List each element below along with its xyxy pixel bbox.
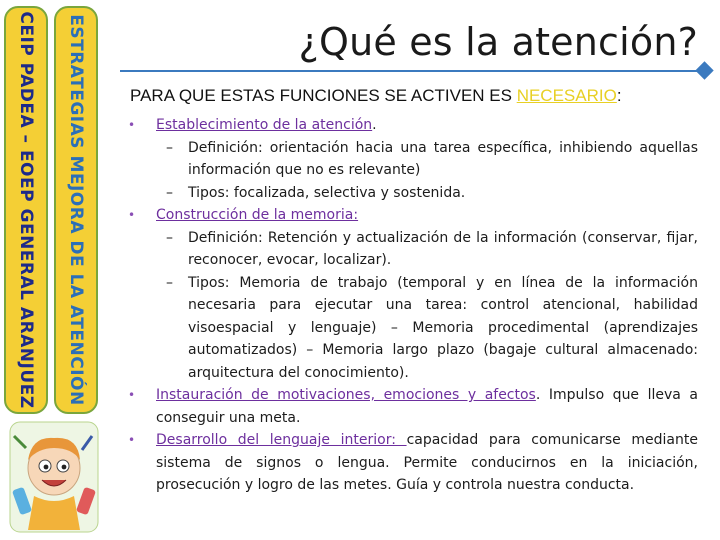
bullet-heading: Establecimiento de la atención	[156, 117, 373, 133]
bullet-text: .	[372, 117, 377, 133]
sub-text: Tipos: Memoria de trabajo (temporal y en línea de la información necesaria para ejecutar una tarea: control atencional, habilidad visoespacial y lenguaje) – Memoria procedimental (aprendizajes automatizados) – Memoria largo plazo (bagaje cultural almacenado: arquitectura del conocimiento).	[188, 274, 698, 381]
content-list	[122, 114, 698, 497]
dash-icon: –	[166, 184, 173, 201]
bullet-icon: •	[128, 208, 136, 222]
bullet-item	[122, 114, 698, 137]
sub-item	[122, 272, 698, 385]
divider-diamond-icon	[695, 61, 713, 79]
subtitle-prefix: PARA QUE ESTAS FUNCIONES SE ACTIVEN ES	[130, 86, 517, 105]
strategy-banner	[54, 6, 98, 414]
strategy-label: ESTRATEGIAS MEJORA DE LA ATENCIÓN	[66, 14, 86, 406]
sub-item	[122, 137, 698, 182]
bullet-icon: •	[128, 388, 136, 402]
sub-item	[122, 227, 698, 272]
bullet-item	[122, 384, 698, 429]
page-title: ¿Qué es la atención?	[298, 20, 698, 64]
bullet-item	[122, 204, 698, 227]
dash-icon: –	[166, 274, 173, 291]
bullet-heading: Instauración de motivaciones, emociones y afectos	[156, 387, 536, 403]
sub-text: Tipos: focalizada, selectiva y sostenida.	[188, 184, 466, 201]
subtitle-suffix: :	[616, 86, 622, 105]
subtitle	[130, 86, 622, 106]
title-divider	[120, 70, 704, 72]
sub-text: Definición: orientación hacia una tarea específica, inhibiendo aquellas información que no es relevante)	[188, 139, 698, 178]
school-banner	[4, 6, 48, 414]
sub-item	[122, 182, 698, 205]
bullet-heading: Desarrollo del lenguaje interior:	[156, 432, 407, 448]
bullet-icon: •	[128, 433, 136, 447]
child-mascot-icon	[6, 418, 102, 536]
bullet-heading: Construcción de la memoria:	[156, 207, 359, 223]
dash-icon: –	[166, 229, 173, 246]
dash-icon: –	[166, 139, 173, 156]
school-label: CEIP PADEA – EOEP GENERAL ARANJUEZ	[16, 11, 36, 409]
bullet-text: capacidad para comunicarse mediante sistema de signos o lengua. Permite conducirnos en la iniciación, prosecución y logro de las metes. Guía y controla nuestra conducta.	[156, 432, 698, 493]
bullet-text: . Impulso que lleva a conseguir una meta.	[156, 387, 698, 426]
sidebar	[0, 0, 110, 540]
sub-text: Definición: Retención y actualización de la información (conservar, fijar, reconocer, evocar, localizar).	[188, 229, 698, 268]
bullet-item	[122, 429, 698, 497]
subtitle-highlight: NECESARIO	[516, 86, 617, 105]
bullet-icon: •	[128, 118, 136, 132]
